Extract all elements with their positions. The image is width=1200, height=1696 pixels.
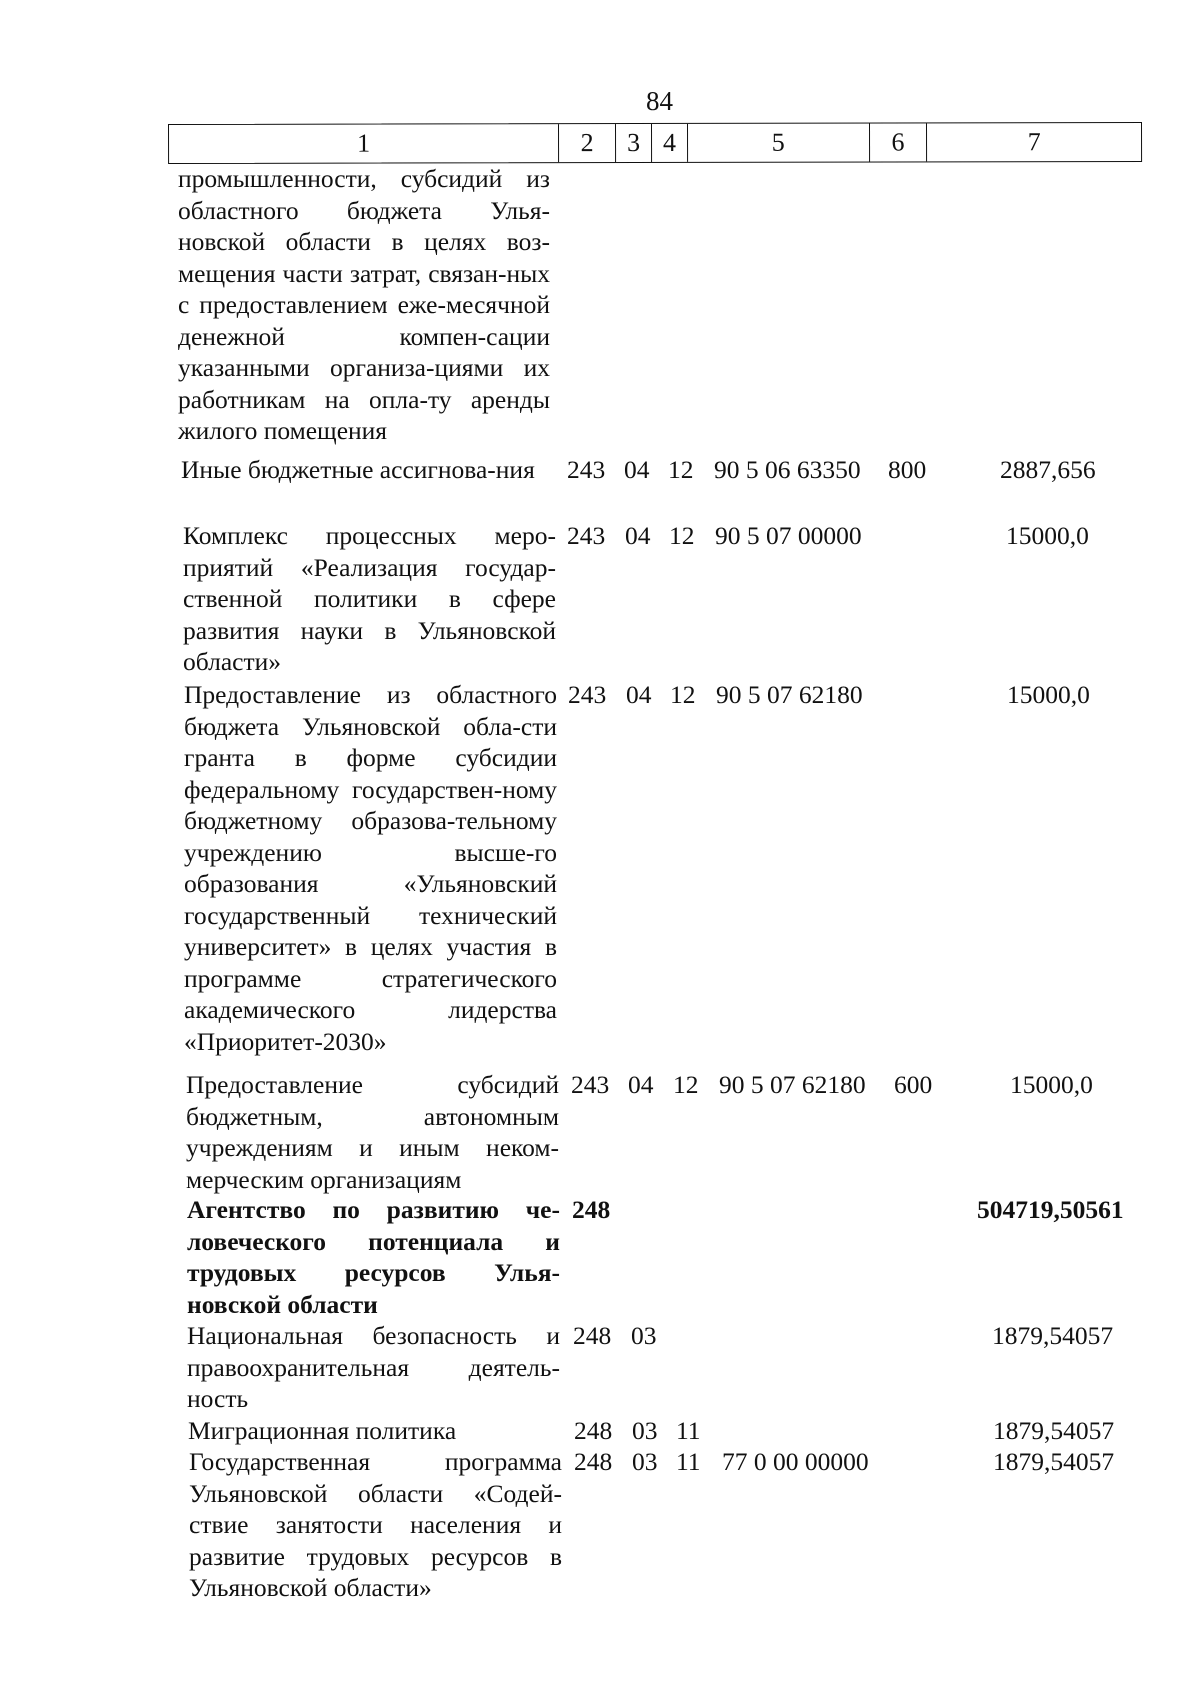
row-col-7: 504719,50561 [977,1195,1124,1224]
row-col-7: 15000,0 [1006,521,1089,550]
row-col-7: 15000,0 [1010,1070,1093,1099]
row-col-2: 243 [567,455,606,484]
row-col-4: 12 [670,680,696,709]
row-col-2: 243 [568,680,607,709]
row-col-7: 2887,656 [1000,455,1096,484]
header-col-4: 4 [652,124,688,162]
row-col-3: 04 [628,1070,654,1099]
row-col-2: 243 [567,521,606,550]
row-col-3: 04 [624,455,650,484]
row-description: Иные бюджетные ассигнова-ния [181,455,535,484]
row-col-4: 12 [668,455,694,484]
row-col-5: 90 5 06 63350 [714,455,861,484]
row-col-3: 04 [626,680,652,709]
header-col-7: 7 [1027,127,1041,157]
row-col-6: 800 [888,455,927,484]
row-col-7: 15000,0 [1007,680,1090,709]
row-description: Агентство по развитию че-ловеческого потенциала и трудовых ресурсов Улья-новской области [187,1195,560,1319]
row-col-6: 600 [894,1070,933,1099]
row-col-2: 243 [571,1070,610,1099]
row-description: Комплекс процессных меро-приятий «Реализация государ-ственной политики в сфере развития науки в Ульяновской области» [183,521,556,676]
row-description: Предоставление субсидий бюджетным, автономным учреждениям и иным неком-мерческим организациям [186,1070,559,1194]
row-col-4: 11 [676,1416,701,1445]
header-col-3: 3 [616,124,652,162]
row-col-7: 1879,54057 [993,1416,1115,1445]
header-col-5: 5 [688,124,870,162]
row-col-4: 12 [669,521,695,550]
row-col-2: 248 [573,1321,612,1350]
row-col-5: 90 5 07 62180 [716,680,863,709]
row-description: промышленности, субсидий из областного бюджета Улья-новской области в целях воз-мещения части затрат, связан-ных с предоставлением еже-месячной денежной компен-сации указанными организа-циями их работникам на опла-ту аренды жилого помещения [178,164,550,445]
row-col-2: 248 [574,1416,613,1445]
row-col-3: 03 [632,1416,658,1445]
row-col-3: 03 [632,1447,658,1476]
row-col-4: 11 [676,1447,701,1476]
row-description: Государственная программа Ульяновской области «Содей-ствие занятости населения и развитие трудовых ресурсов в Ульяновской области» [189,1447,562,1602]
row-col-5: 90 5 07 00000 [715,521,862,550]
row-col-2: 248 [574,1447,613,1476]
row-col-2: 248 [572,1195,611,1224]
row-description: Миграционная политика [188,1416,457,1445]
row-col-5: 90 5 07 62180 [719,1070,866,1099]
row-col-4: 12 [673,1070,699,1099]
row-description: Национальная безопасность и правоохранительная деятель-ность [187,1321,560,1413]
row-description: Предоставление из областного бюджета Ульяновской обла-сти гранта в форме субсидии федеральному государствен-ному бюджетному образова-тельному учреждению высше-го образования «Ульяновский государственный технический университет» в целях участия в программе стратегического академического лидерства «Приоритет-2030» [184,680,557,1056]
header-col-2: 2 [559,124,616,162]
row-col-3: 03 [631,1321,657,1350]
row-col-5: 77 0 00 00000 [722,1447,869,1476]
row-col-7: 1879,54057 [993,1447,1115,1476]
header-col-6: 6 [870,123,928,161]
row-col-3: 04 [625,521,651,550]
header-col-1: 1 [169,124,559,163]
page-number-text: 84 [646,86,673,116]
row-col-7: 1879,54057 [992,1321,1114,1350]
